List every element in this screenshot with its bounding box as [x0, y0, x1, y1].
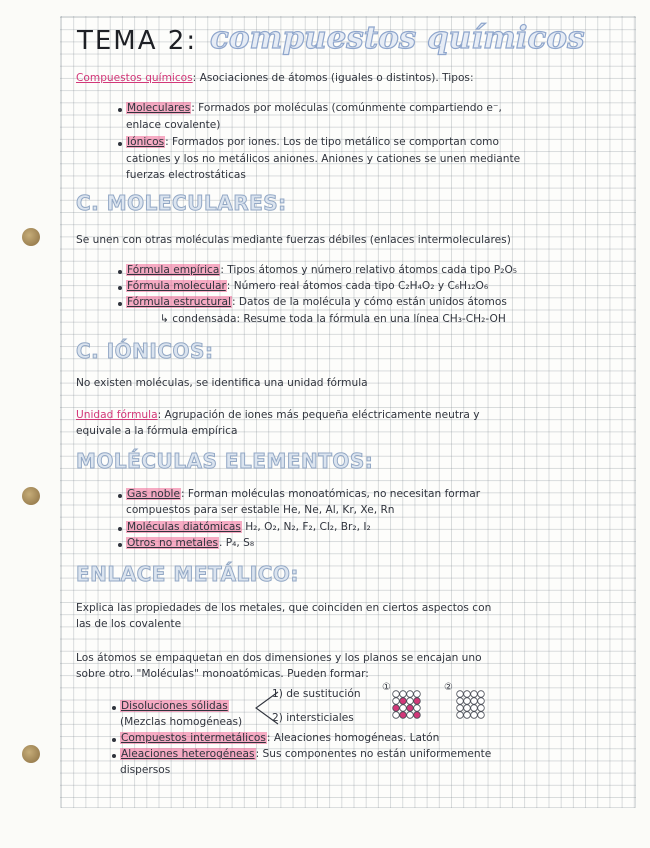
section-ionicos-line: No existen moléculas, se identifica una unidad fórmula — [76, 377, 368, 389]
diatomicas-term: Moléculas diatómicas — [127, 521, 241, 533]
bullet — [118, 302, 122, 306]
unidad-formula-term: Unidad fórmula — [76, 409, 158, 421]
tema-title: compuestos químicos — [210, 20, 585, 56]
punch-hole-top — [22, 228, 40, 246]
bullet — [118, 286, 122, 290]
intro-term: Compuestos químicos — [76, 72, 193, 84]
type-moleculares-line2: enlace covalente) — [126, 119, 221, 131]
gas-noble-text: : Forman moléculas monoatómicas, no necesitan formar — [180, 488, 481, 500]
disoluciones-solidas — [120, 700, 229, 713]
formula-estructural-text: : Datos de la molécula y cómo están unidos átomos — [231, 296, 507, 308]
bullet — [118, 543, 122, 547]
type-ionicos-term: Iónicos — [127, 136, 165, 148]
bullet — [118, 108, 122, 112]
intermetalicos-line — [120, 732, 439, 745]
lattice-interstitial-diagram — [454, 688, 490, 724]
type-ionicos-text: : Formados por iones. Los de tipo metálico se comportan como — [165, 136, 499, 148]
bullet — [118, 270, 122, 274]
metalico-p1-line1: Explica las propiedades de los metales, que coinciden en ciertos aspectos con — [76, 602, 492, 614]
gas-noble-line2: compuestos para ser estable He, Ne, Al, Kr, Xe, Rn — [126, 504, 395, 516]
intro-line — [76, 72, 474, 85]
gas-noble-line1 — [126, 488, 480, 501]
unidad-formula-text: : Agrupación de iones más pequeña eléctricamente neutra y — [157, 409, 480, 421]
formula-molecular — [126, 280, 488, 293]
formula-molecular-text: : Número real átomos cada tipo C₂H₄O₂ y C₆H₁₂O₆ — [226, 280, 489, 292]
heterogeneas-line1 — [120, 748, 491, 761]
section-ionicos-heading: C. IÓNICOS: — [76, 339, 214, 363]
heterogeneas-text: : Sus componentes no están uniformemente — [255, 748, 492, 760]
intermetalicos-text: : Aleaciones homogéneas. Latón — [266, 732, 440, 744]
intro-text: : Asociaciones de átomos (iguales o distintos). Tipos: — [192, 72, 474, 84]
lattice-substitution-diagram — [390, 688, 430, 724]
tema-label: TEMA 2: — [77, 26, 198, 56]
type-ionicos-line1 — [126, 136, 499, 149]
branch-sustitucion: 1) de sustitución — [272, 688, 361, 700]
type-ionicos-line3: fuerzas electrostáticas — [126, 169, 246, 181]
metalico-p1-line2: las de los covalente — [76, 618, 182, 630]
section-metalico-heading: ENLACE METÁLICO: — [76, 562, 299, 586]
metalico-p2-line1: Los átomos se empaquetan en dos dimensiones y los planos se encajan uno — [76, 652, 482, 664]
type-moleculares-text: : Formados por moléculas (comúnmente compartiendo e⁻, — [191, 102, 502, 114]
heterogeneas-term: Aleaciones heterogéneas — [121, 748, 255, 760]
unidad-formula-line2: equivale a la fórmula empírica — [76, 425, 238, 437]
otros-no-metales-text: . P₄, S₈ — [219, 537, 255, 549]
formula-estructural-term: Fórmula estructural — [127, 296, 231, 308]
otros-no-metales-line — [126, 537, 254, 550]
bullet — [118, 494, 122, 498]
punch-hole-middle — [22, 487, 40, 505]
formula-empirica-text: : Tipos átomos y número relativo átomos cada tipo P₂O₅ — [220, 264, 518, 276]
metalico-p2-line2: sobre otro. "Moléculas" monoatómicas. Pueden formar: — [76, 668, 369, 680]
punch-hole-bottom — [22, 745, 40, 763]
formula-condensada: ↳ condensada: Resume toda la fórmula en una línea CH₃-CH₂-OH — [160, 313, 506, 325]
otros-no-metales-term: Otros no metales — [127, 537, 219, 549]
intermetalicos-term: Compuestos intermetálicos — [121, 732, 266, 744]
type-moleculares-term: Moleculares — [127, 102, 191, 114]
type-moleculares-line1 — [126, 102, 502, 115]
diatomicas-line — [126, 521, 371, 534]
heterogeneas-line2: dispersos — [120, 764, 171, 776]
unidad-formula-line1 — [76, 409, 479, 422]
formula-empirica-term: Fórmula empírica — [127, 264, 220, 276]
type-ionicos-line2: cationes y los no metálicos aniones. Aniones y cationes se unen mediante — [126, 153, 521, 165]
section-elementos-heading: MOLÉCULAS ELEMENTOS: — [76, 449, 374, 473]
formula-empirica — [126, 264, 517, 277]
bullet — [118, 142, 122, 146]
bullet — [112, 754, 116, 758]
diagram-label-1: ① — [382, 682, 391, 693]
bullet — [118, 527, 122, 531]
gas-noble-term: Gas noble — [127, 488, 180, 500]
formula-estructural — [126, 296, 507, 309]
bullet — [112, 738, 116, 742]
section-moleculares-heading: C. MOLECULARES: — [76, 191, 287, 215]
formula-molecular-term: Fórmula molecular — [127, 280, 226, 292]
diagram-label-2: ② — [444, 682, 453, 693]
diatomicas-text: H₂, O₂, N₂, F₂, Cl₂, Br₂, I₂ — [241, 521, 371, 533]
disoluciones-term: Disoluciones sólidas — [121, 700, 228, 712]
section-moleculares-intro: Se unen con otras moléculas mediante fuerzas débiles (enlaces intermoleculares) — [76, 234, 511, 246]
bullet — [112, 706, 116, 710]
branch-intersticiales: 2) intersticiales — [272, 712, 354, 724]
mezclas-homogeneas: (Mezclas homogéneas) — [120, 716, 243, 728]
